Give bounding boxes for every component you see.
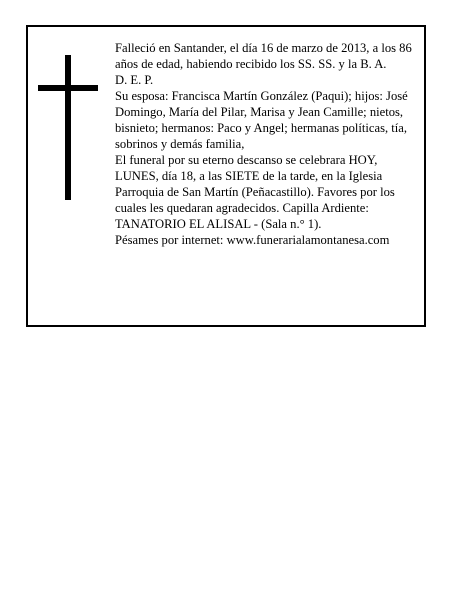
death-announcement: Falleció en Santander, el día 16 de marzo de 2013, a los 86 años de edad, habiendo recibido los SS. SS. y la B. A.: [115, 41, 412, 71]
notice-text: [115, 40, 423, 248]
condolences-website: Pésames por internet: www.funerarialamontanesa.com: [115, 233, 390, 247]
family-list: Su esposa: Francisca Martín González (Paqui); hijos: José Domingo, María del Pilar, Marisa y Jean Camille; nietos, bisnieto; hermanos: Paco y Angel; hermanas políticas, tía, sobrinos y demás familia,: [115, 89, 408, 151]
funeral-details: El funeral por su eterno descanso se celebrara HOY, LUNES, día 18, a las SIETE de la tarde, en la Iglesia Parroquia de San Martín (Peñacastillo). Favores por los cuales les quedaran agradecidos. Capilla Ardiente: TANATORIO EL ALISAL - (Sala n.° 1).: [115, 153, 395, 231]
cross-icon: [38, 55, 98, 200]
obituary-notice: [26, 25, 426, 327]
cross-horizontal-bar: [38, 85, 98, 91]
cross-vertical-bar: [65, 55, 71, 200]
rip-line: D. E. P.: [115, 73, 154, 87]
